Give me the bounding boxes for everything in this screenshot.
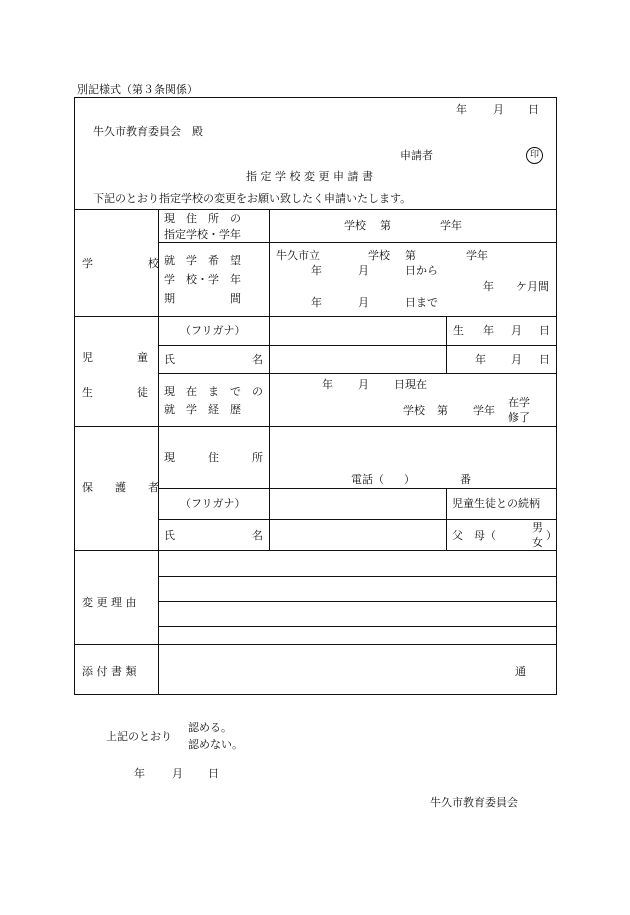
desired-grade: 学年 [466, 249, 488, 262]
desired-label-1: 就 学 希 望 [164, 254, 241, 267]
parent-female: 女 [532, 536, 543, 549]
current-school-dai: 第 [380, 219, 391, 232]
history-dai: 第 [437, 404, 448, 417]
duration-months: ケ月間 [516, 280, 549, 293]
addressee: 牛久市教育委員会 殿 [93, 125, 203, 138]
parent-close: ） [546, 529, 557, 542]
guardian-address-label: 現 住 所 [164, 451, 263, 464]
intro-text: 下記のとおり指定学校の変更をお願い致したく申請いたします。 [93, 192, 412, 205]
desired-label-3: 期 間 [164, 292, 241, 305]
history-school: 学校 [403, 404, 425, 417]
desired-label-2: 学 校・学 年 [164, 273, 241, 286]
guardian-name-label-a: 氏 [164, 529, 175, 542]
student-furigana-label: （フリガナ） [180, 324, 246, 337]
student-section-label-2: 生 徒 [82, 386, 148, 399]
birth2-day: 日 [539, 353, 550, 366]
footer-date-year: 年 [134, 767, 145, 780]
current-school-label-2: 指定学校・学年 [164, 228, 241, 241]
seal-mark: 印 [526, 147, 543, 164]
birth-day: 日 [539, 324, 550, 337]
guardian-name-label-b: 名 [252, 529, 263, 542]
phone-ban: 番 [460, 473, 471, 486]
footer-issuer: 牛久市教育委員会 [430, 796, 518, 809]
guardian-section-label: 保 護 者 [82, 481, 159, 494]
enrolled-label: 在学 [508, 396, 530, 409]
footer-above-label: 上記のとおり [106, 730, 172, 743]
attachments-label: 添 付 書 類 [82, 665, 137, 678]
header-date-year: 年 [456, 103, 467, 116]
header-date-day: 日 [528, 103, 539, 116]
guardian-furigana-label: （フリガナ） [180, 497, 246, 510]
from-month: 月 [358, 264, 369, 277]
completed-label: 修了 [508, 411, 530, 424]
current-school-school: 学校 [344, 219, 366, 232]
birth-month: 月 [511, 324, 522, 337]
history-label-1: 現 在 ま で の [164, 385, 263, 398]
current-school-grade: 学年 [440, 219, 462, 232]
history-grade: 学年 [473, 404, 495, 417]
school-section-label: 学 校 [82, 257, 159, 270]
history-year: 年 [322, 378, 333, 391]
attachments-unit: 通 [515, 665, 526, 678]
birth-prefix: 生 [453, 324, 464, 337]
applicant-label: 申請者 [400, 149, 433, 162]
history-month: 月 [358, 378, 369, 391]
phone-close: ） [404, 473, 415, 486]
until-year: 年 [311, 296, 322, 309]
relation-label: 児童生徒との続柄 [452, 497, 540, 510]
footer-approve: 認める。 [188, 721, 232, 734]
form-title: 指 定 学 校 変 更 申 請 書 [246, 170, 373, 183]
birth-year: 年 [483, 324, 494, 337]
reason-label: 変 更 理 由 [82, 596, 137, 609]
history-label-2: 就 学 経 歴 [164, 403, 241, 416]
student-section-label-1: 児 童 [82, 351, 148, 364]
phone-label: 電話（ [351, 473, 384, 486]
student-name-label-a: 氏 [164, 353, 175, 366]
desired-city: 牛久市立 [276, 249, 320, 262]
birth2-month: 月 [511, 353, 522, 366]
from-day: 日から [405, 264, 438, 277]
until-month: 月 [358, 296, 369, 309]
duration-year: 年 [483, 280, 494, 293]
student-name-label-b: 名 [252, 353, 263, 366]
footer-date-day: 日 [208, 767, 219, 780]
current-school-label-1: 現 住 所 の [164, 212, 241, 225]
parent-male: 男 [532, 521, 543, 534]
until-day: 日まで [405, 296, 438, 309]
footer-date-month: 月 [172, 767, 183, 780]
header-date-month: 月 [493, 103, 504, 116]
birth2-year: 年 [475, 353, 486, 366]
footer-deny: 認めない。 [188, 738, 243, 751]
from-year: 年 [311, 264, 322, 277]
desired-school: 学校 [368, 249, 390, 262]
form-label: 別記様式（第３条関係） [77, 83, 198, 96]
parent-label: 父 母（ [452, 529, 496, 542]
desired-dai: 第 [405, 249, 416, 262]
history-day: 日現在 [394, 378, 427, 391]
